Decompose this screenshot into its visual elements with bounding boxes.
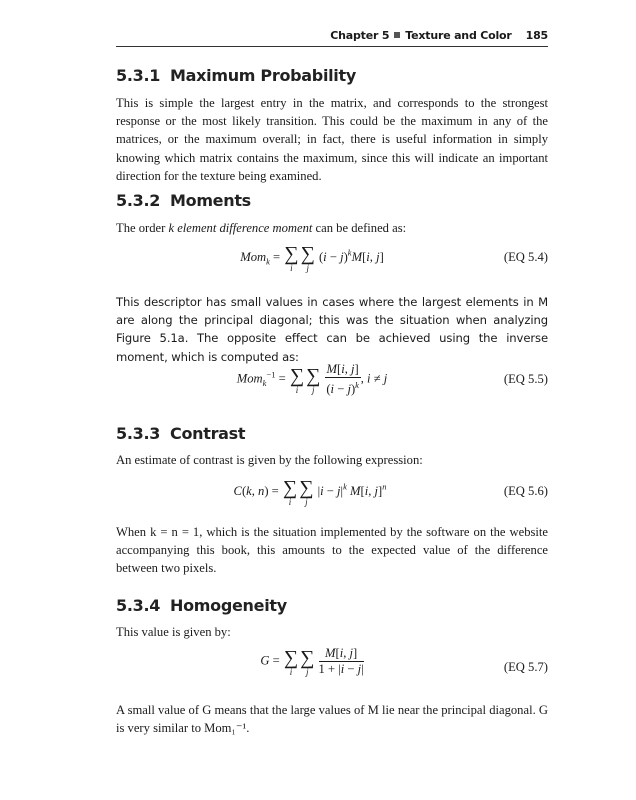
equation-5-6-label: (EQ 5.6) (503, 484, 548, 498)
chapter-title: Texture and Color (405, 29, 512, 42)
equation-5-5-formula: Mom$_k^{-1}$ = ∑ i ∑ j $\frac{M[i, j]}{(i - j)^k}$ , i ≠ j (236, 362, 388, 397)
homogeneity-intro: This value is given by: (116, 625, 231, 639)
contrast-intro: An estimate of contrast is given by the following expression: (116, 453, 423, 467)
equation-5-4 (116, 244, 548, 288)
section-heading-maximum-probability: 5.3.1 Maximum Probability (116, 66, 356, 85)
running-head (116, 29, 548, 42)
contrast-text-2: When k = n = 1, which is the situation implemented by the software on the website accompanying this book, this amounts to the expected value of the difference between two pixels. (116, 525, 548, 576)
header-rule (116, 46, 548, 47)
equation-5-6 (116, 478, 548, 522)
moments-text-2: This descriptor has small values in cases where the largest elements in M are along the principal diagonal; this was the situation when analyzing Figure 5.1a. The opposite effect can be achieved using the inverse moment, which is computed as: (116, 295, 548, 364)
equation-5-6-formula: C(k, n) = ∑ i ∑ j $|i - j|^k$ M[i, j]$^n$ (233, 477, 387, 507)
homogeneity-text-2: A small value of G means that the large values of M lie near the principal diagonal. G is very similar to Mom₁⁻¹. (116, 703, 548, 736)
moments-intro: The order k element difference moment can be defined as: (116, 221, 407, 235)
equation-5-7 (116, 646, 548, 690)
equation-5-4-label: (EQ 5.4) (503, 250, 548, 264)
page-number: 185 (525, 29, 548, 42)
equation-5-5 (116, 362, 548, 406)
chapter-label: Chapter 5 (330, 29, 390, 42)
equation-5-7-label: (EQ 5.7) (503, 660, 548, 674)
section-text-maximum-probability: This is simple the largest entry in the matrix, and corresponds to the strongest response or the most likely transition. This could be the maximum in any of the matrices, or the maximum overall; in fact, there is useful information in simply knowing which matrix contains the maximum, since this will indicate an important direction for the texture being examined. (116, 96, 548, 183)
square-bullet-icon (394, 32, 400, 38)
equation-5-5-label: (EQ 5.5) (503, 372, 548, 386)
section-heading-homogeneity: 5.3.4 Homogeneity (116, 596, 287, 615)
equation-5-4-formula: Mom$_k$ = ∑ i ∑ j $(i - j)^kM[i$, j] (240, 243, 384, 273)
section-heading-moments: 5.3.2 Moments (116, 191, 251, 210)
section-heading-contrast: 5.3.3 Contrast (116, 424, 246, 443)
equation-5-7-formula: G = ∑ i ∑ j $\frac{M[i, j]}{1 + |i - j|}$ (260, 646, 364, 677)
